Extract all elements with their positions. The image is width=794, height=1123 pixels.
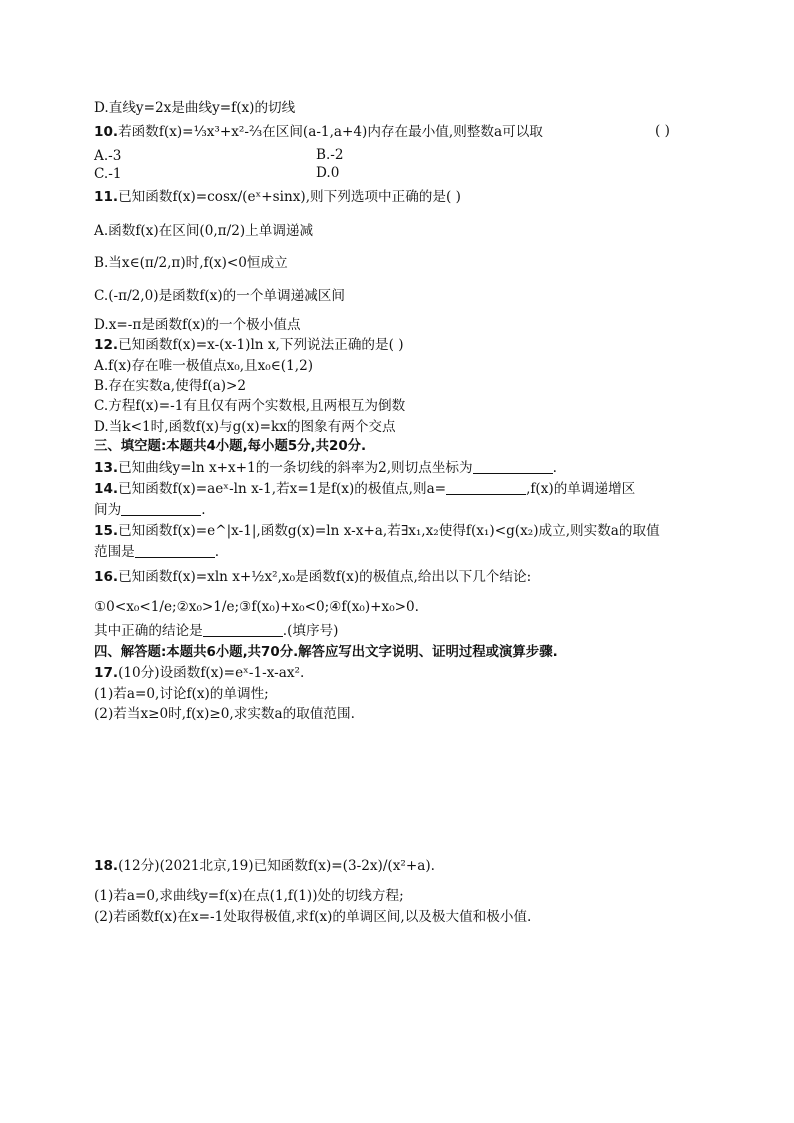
period: .	[552, 460, 557, 476]
section-heading-fill-in: 三、填空题:本题共4小题,每小题5分,共20分.	[94, 439, 367, 454]
question-12	[94, 336, 404, 354]
question-text-cont: .(填序号)	[282, 623, 339, 639]
question-10	[94, 123, 543, 141]
q9-option-d: D.直线y=2x是曲线y=f(x)的切线	[94, 100, 296, 116]
q10-option-c: C.-1	[94, 166, 122, 182]
q17-part-1: (1)若a=0,讨论f(x)的单调性;	[94, 686, 269, 702]
q12-option-a: A.f(x)存在唯一极值点x₀,且x₀∈(1,2)	[94, 358, 314, 374]
question-number: 10.	[94, 124, 119, 140]
question-text: 若函数f(x)=⅓x³+x²-⅔在区间(a-1,a+4)内存在最小值,则整数a可以取	[118, 124, 543, 140]
question-number: 16.	[94, 569, 119, 585]
answer-blank	[135, 543, 215, 558]
answer-blank	[446, 480, 526, 495]
answer-blank	[121, 501, 201, 516]
question-number: 13.	[94, 460, 119, 476]
answer-blank	[203, 622, 283, 637]
question-number: 17.	[94, 665, 119, 681]
question-text: 其中正确的结论是	[94, 623, 203, 639]
q10-option-b: B.-2	[316, 147, 344, 163]
question-16	[94, 568, 531, 586]
period: .	[214, 544, 220, 560]
question-text: 已知函数f(x)=aeˣ-ln x-1,若x=1是f(x)的极值点,则a=	[118, 481, 447, 497]
question-14	[94, 480, 635, 498]
question-18	[94, 857, 435, 875]
q10-option-a: A.-3	[94, 148, 122, 164]
question-14-cont	[94, 501, 206, 519]
answer-blank	[473, 459, 553, 474]
question-text: 已知函数f(x)=e^|x-1|,函数g(x)=ln x-x+a,若∃x₁,x₂使得f(x₁)<g(x₂)成立,则实数a的取值	[118, 523, 660, 539]
question-11	[94, 188, 461, 206]
question-text: (10分)设函数f(x)=eˣ-1-x-ax².	[118, 665, 305, 681]
question-text: 范围是	[94, 544, 135, 560]
answer-bracket: ( )	[655, 123, 670, 139]
q12-option-b: B.存在实数a,使得f(a)>2	[94, 378, 247, 394]
question-number: 12.	[94, 337, 119, 353]
question-number: 18.	[94, 858, 119, 874]
q16-statements: ①0<x₀<1/e;②x₀>1/e;③f(x₀)+x₀<0;④f(x₀)+x₀>0.	[94, 599, 420, 615]
question-text-cont: ,f(x)的单调递增区	[526, 481, 636, 497]
question-text: (12分)(2021北京,19)已知函数f(x)=(3-2x)/(x²+a).	[118, 858, 435, 874]
q18-part-1: (1)若a=0,求曲线y=f(x)在点(1,f(1))处的切线方程;	[94, 888, 404, 904]
question-13	[94, 459, 557, 477]
q12-option-d: D.当k<1时,函数f(x)与g(x)=kx的图象有两个交点	[94, 419, 396, 435]
question-text: 已知函数f(x)=cosx/(eˣ+sinx),则下列选项中正确的是( )	[118, 189, 461, 205]
q18-part-2: (2)若函数f(x)在x=-1处取得极值,求f(x)的单调区间,以及极大值和极小值.	[94, 909, 532, 925]
question-number: 11.	[94, 189, 119, 205]
q17-part-2: (2)若当x≥0时,f(x)≥0,求实数a的取值范围.	[94, 706, 355, 722]
q11-option-c: C.(-π/2,0)是函数f(x)的一个单调递减区间	[94, 288, 345, 304]
q10-option-d: D.0	[316, 165, 340, 181]
question-text: 间为	[94, 502, 122, 518]
question-15	[94, 522, 660, 540]
q11-option-a: A.函数f(x)在区间(0,π/2)上单调递减	[94, 223, 314, 239]
q11-option-b: B.当x∈(π/2,π)时,f(x)<0恒成立	[94, 255, 288, 271]
question-17	[94, 664, 304, 682]
q16-answer-line	[94, 622, 338, 640]
q11-option-d: D.x=-π是函数f(x)的一个极小值点	[94, 317, 301, 333]
question-number: 14.	[94, 481, 119, 497]
q12-option-c: C.方程f(x)=-1有且仅有两个实数根,且两根互为倒数	[94, 398, 406, 414]
period: .	[201, 502, 206, 518]
question-number: 15.	[94, 523, 119, 539]
question-text: 已知函数f(x)=xln x+½x²,x₀是函数f(x)的极值点,给出以下几个结论:	[118, 569, 532, 585]
question-15-cont	[94, 543, 219, 561]
question-text: 已知曲线y=ln x+x+1的一条切线的斜率为2,则切点坐标为	[118, 460, 473, 476]
section-heading-solve: 四、解答题:本题共6小题,共70分.解答应写出文字说明、证明过程或演算步骤.	[94, 645, 558, 660]
question-text: 已知函数f(x)=x-(x-1)ln x,下列说法正确的是( )	[118, 337, 404, 353]
